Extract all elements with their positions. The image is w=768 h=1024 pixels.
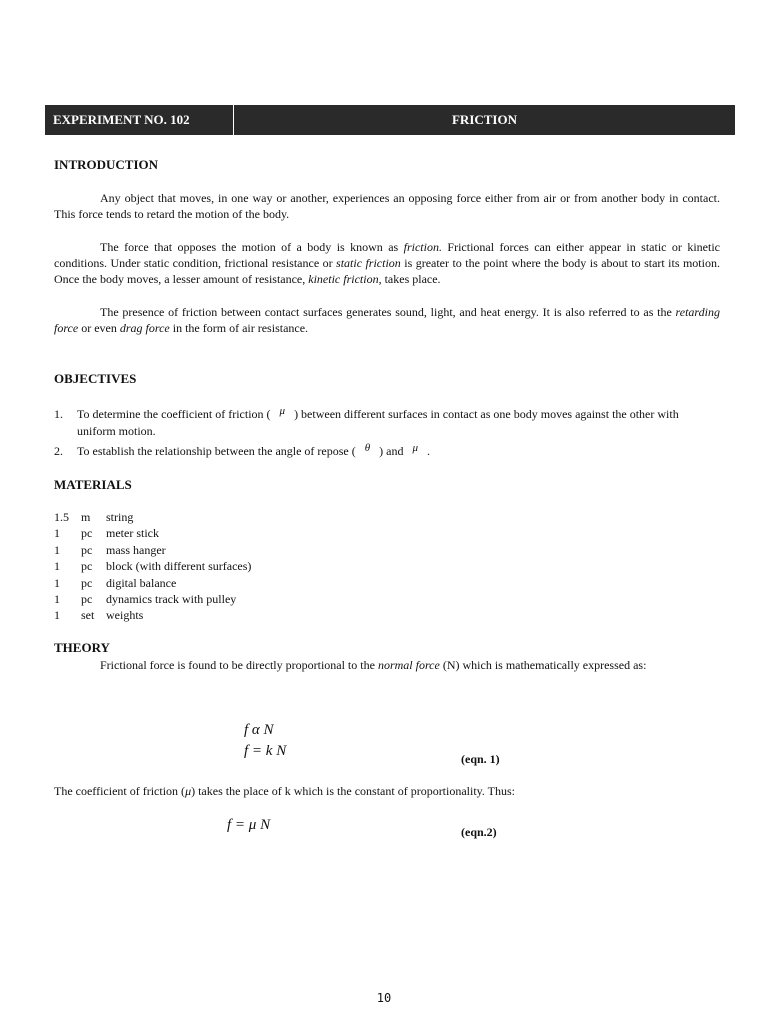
objectives-heading: OBJECTIVES (54, 371, 137, 386)
material-unit: pc (81, 559, 93, 574)
mu-symbol: μ (185, 784, 192, 798)
experiment-title: FRICTION (451, 112, 517, 127)
material-quantity: 1.5 (54, 510, 69, 524)
material-name: digital balance (106, 575, 177, 590)
equation-2: f = μ N (227, 817, 271, 833)
experiment-header (45, 105, 735, 135)
intro-paragraph-1: Any object that moves, in one way or another, experiences an opposing force either from air or from another body in contact. This force tends to retard the motion of the body. (54, 191, 720, 221)
equation-2-label: (eqn.2) (461, 825, 497, 839)
material-name: block (with different surfaces) (106, 559, 252, 574)
objective-2-number: 2. (54, 444, 63, 458)
experiment-number: EXPERIMENT NO. 102 (45, 105, 234, 135)
material-unit: pc (81, 526, 93, 541)
material-item (54, 558, 251, 574)
material-unit: pc (81, 575, 93, 590)
material-unit: set (81, 608, 95, 623)
theory-paragraph-2 (54, 783, 720, 799)
objective-1-text-b: ) between different surfaces in contact as one body moves against the other with uniform motion. (77, 407, 679, 438)
material-quantity: 1 (54, 575, 60, 590)
intro-paragraph-3 (54, 304, 720, 336)
mu-symbol: μ (279, 405, 286, 417)
material-item (54, 575, 176, 591)
intro-p3-text-a: The presence of friction between contact surfaces generates sound, light, and heat energy. It is also referred to as the (100, 305, 676, 319)
material-unit: m (81, 510, 91, 524)
material-unit: pc (81, 542, 93, 557)
page-number: 10 (376, 991, 392, 1005)
objective-2-text-b: ) and (379, 444, 404, 458)
theory-p2-text-a: The coefficient of friction ( (54, 784, 186, 798)
material-item (54, 525, 159, 541)
intro-p2-text-c: is greater to the point where the body is about to start its motion. Once the body moves, a lesser amount of resistance, (54, 256, 720, 286)
material-quantity: 1 (54, 608, 60, 623)
friction-term: friction. (403, 240, 442, 254)
theta-symbol: θ (364, 442, 371, 454)
intro-p3-text-b: or even (78, 321, 120, 335)
materials-heading: MATERIALS (54, 477, 132, 492)
material-unit: pc (81, 592, 93, 606)
intro-p2-text-a: The force that opposes the motion of a body is known as (100, 240, 404, 254)
intro-p2-text-d: , takes place. (378, 272, 441, 286)
material-quantity: 1 (54, 592, 60, 606)
equation-1-label: (eqn. 1) (461, 752, 500, 766)
material-item (54, 542, 166, 558)
equation-1a: f α N (244, 722, 274, 738)
material-name: dynamics track with pulley (106, 592, 237, 606)
material-name: weights (106, 608, 144, 623)
objective-2-text (77, 443, 717, 460)
material-quantity: 1 (54, 559, 60, 574)
material-quantity: 1 (54, 526, 60, 541)
objective-2-text-c: . (427, 444, 431, 458)
objective-1-number: 1. (54, 407, 63, 421)
kinetic-friction-term: kinetic friction (308, 272, 379, 286)
theory-p1-text-b: (N) which is mathematically expressed as: (439, 658, 647, 672)
objective-1-text (77, 406, 717, 439)
introduction-heading: INTRODUCTION (54, 157, 159, 172)
material-name: mass hanger (106, 542, 166, 557)
objective-2-text-a: To establish the relationship between the angle of repose ( (77, 444, 356, 458)
mu-symbol: μ (412, 442, 419, 454)
intro-p2-text-b: Frictional forces can either appear in static or kinetic conditions. Under static condition, frictional resistance or (54, 240, 720, 270)
equation-1b: f = k N (244, 743, 287, 759)
material-item (54, 591, 236, 607)
theory-p2-text-b: ) takes the place of k which is the constant of proportionality. Thus: (191, 784, 516, 798)
material-quantity: 1 (54, 542, 60, 557)
normal-force-term: normal force (377, 658, 440, 672)
material-item (54, 509, 133, 525)
material-name: meter stick (106, 526, 159, 541)
intro-p3-text-c: in the form of air resistance. (169, 321, 309, 335)
material-item (54, 607, 143, 623)
objective-1-text-a: To determine the coefficient of friction ( (77, 407, 271, 421)
drag-force-term: drag force (119, 321, 170, 335)
theory-paragraph-1 (54, 657, 720, 673)
theory-heading: THEORY (54, 640, 110, 655)
static-friction-term: static friction (336, 256, 401, 270)
intro-paragraph-2 (54, 239, 720, 287)
retarding-force-term: retarding force (54, 305, 720, 335)
material-name: string (106, 510, 134, 524)
theory-p1-text-a: Frictional force is found to be directly proportional to the (100, 658, 378, 672)
